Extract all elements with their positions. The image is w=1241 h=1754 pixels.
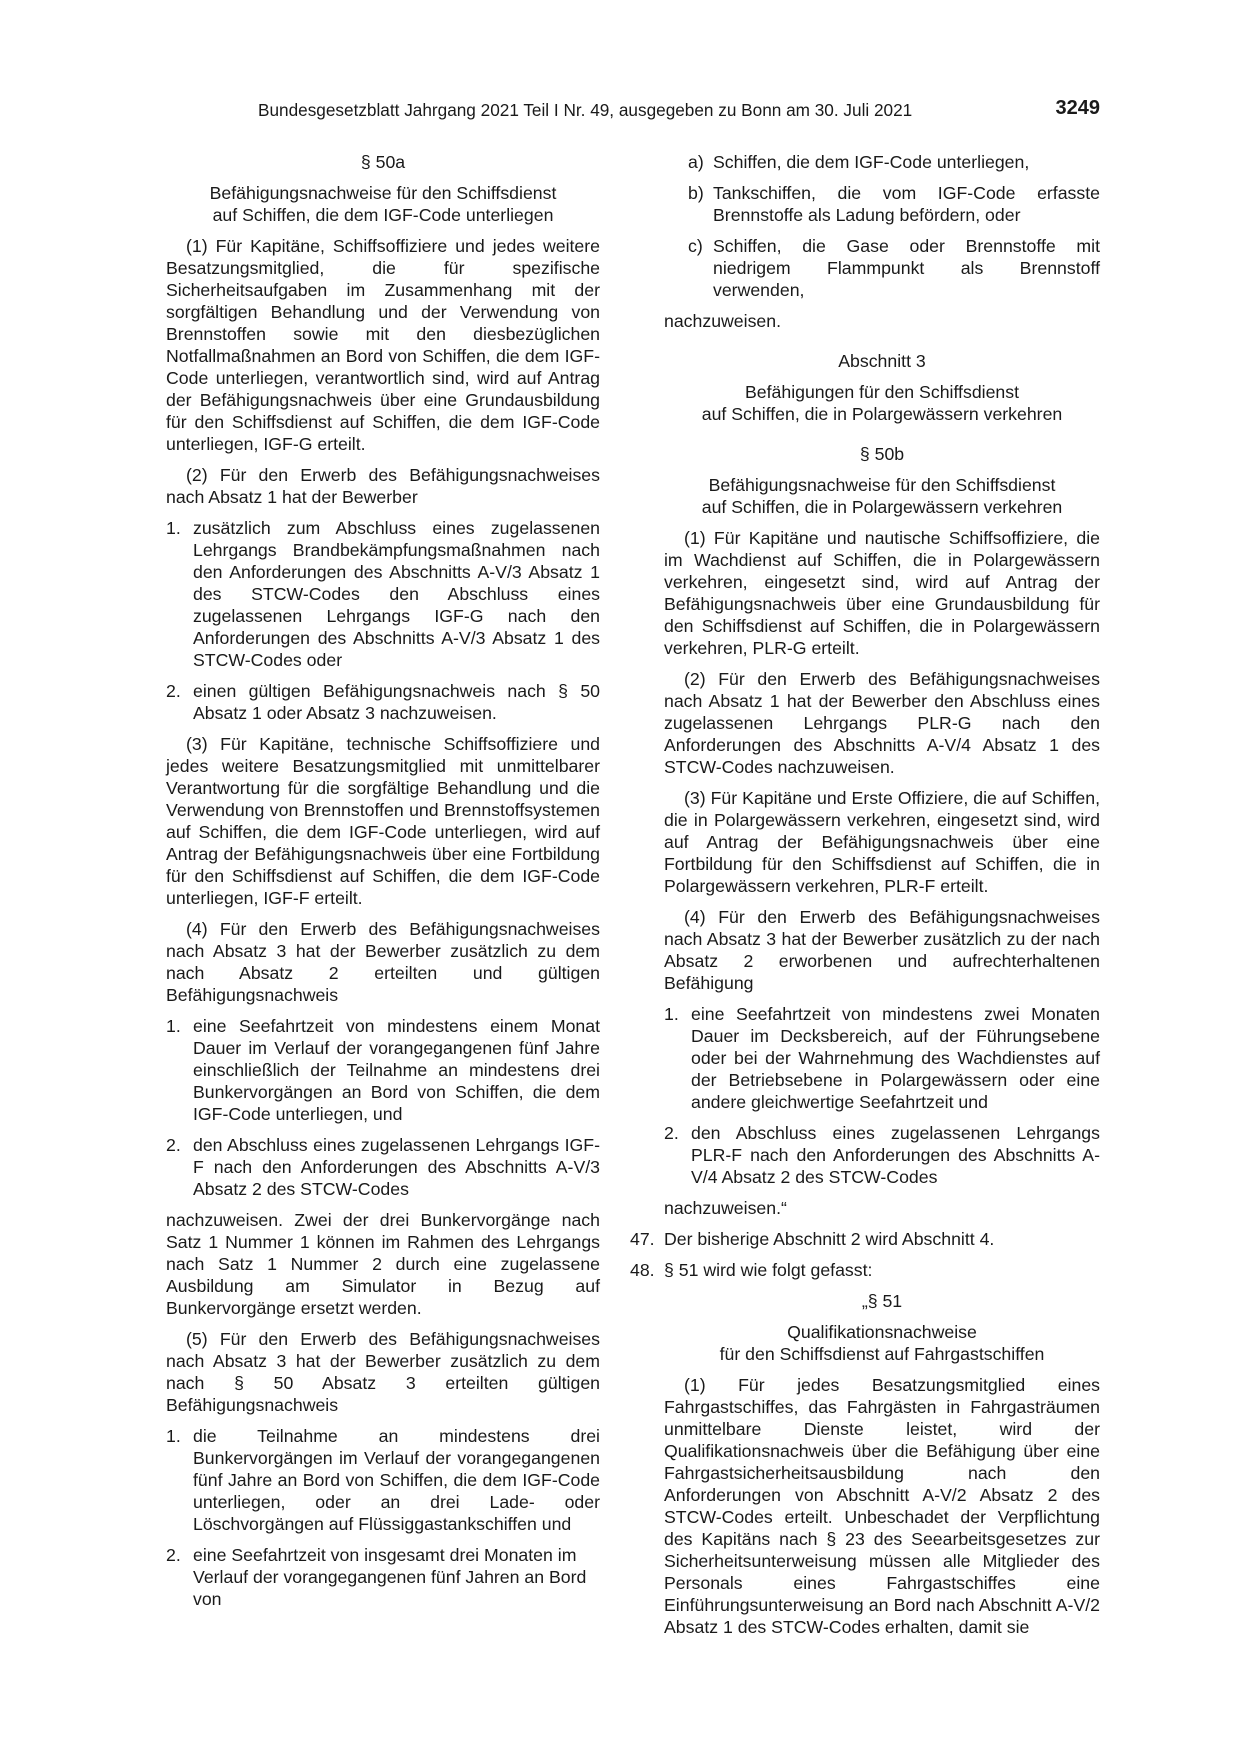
list-text: eine Seefahrtzeit von mindestens zwei Monaten Dauer im Decksbereich, auf der Führungsebene oder bei der Wahrnehmung des Wachdienstes auf der Betriebsebene in Polargewässern oder eine andere gleichwertige Seefahrtzeit und bbox=[691, 1004, 1100, 1112]
section-50a-number: § 50a bbox=[360, 152, 406, 172]
left-column bbox=[166, 151, 600, 1610]
section-51-heading-line2: für den Schiffsdienst auf Fahrgastschiffen bbox=[719, 1344, 1045, 1364]
abschnitt-3-heading: Abschnitt 3 bbox=[838, 351, 926, 371]
list-text: die Teilnahme an mindestens drei Bunkervorgängen im Verlauf der vorangegangenen fünf Jahre an Bord von Schiffen, die dem IGF-Code unterliegen, oder an drei Lade- oder Löschvorgängen auf Flüssiggastankschiffen und bbox=[193, 1426, 600, 1534]
amendment-text: Der bisherige Abschnitt 2 wird Abschnitt 4. bbox=[664, 1229, 995, 1249]
list-number: 1. bbox=[664, 1004, 679, 1024]
list-number: 2. bbox=[664, 1123, 679, 1143]
list-number: 2. bbox=[166, 681, 181, 701]
list-item bbox=[664, 182, 1100, 226]
paragraph-50b-2: (2) Für den Erwerb des Befähigungsnachweises nach Absatz 1 hat der Bewerber den Abschluss eines zugelassenen Lehrgangs PLR-G nach den Anforderungen des Abschnitts A-V/4 Absatz 1 des STCW-Codes nachzuweisen. bbox=[664, 669, 1100, 777]
paragraph-50a-3: (3) Für Kapitäne, technische Schiffsoffiziere und jedes weitere Besatzungsmitglied mit unmittelbarer Verantwortung für die sorgfältige Behandlung und die Verwendung von Brennstoffen und Brennstoffsystemen auf Schiffen, die dem IGF-Code unterliegen, wird auf Antrag der Befähigungsnachweis über eine Fortbildung für den Schiffsdienst auf Schiffen, die dem IGF-Code unterliegen, IGF-F erteilt. bbox=[166, 734, 600, 908]
list-item bbox=[166, 1134, 600, 1200]
list-number: 1. bbox=[166, 1016, 181, 1036]
list-text: eine Seefahrtzeit von insgesamt drei Monaten im Verlauf der vorangegangenen fünf Jahren an Bord von bbox=[193, 1545, 587, 1609]
paragraph-50a-4-tail: nachzuweisen. Zwei der drei Bunkervorgänge nach Satz 1 Nummer 1 können im Rahmen des Lehrgangs nach Satz 1 Nummer 2 durch eine zugelassene Ausbildung am Simulator in Bezug auf Bunkervorgänge ersetzt werden. bbox=[166, 1210, 600, 1318]
header-title: Bundesgesetzblatt Jahrgang 2021 Teil I Nr. 49, ausgegeben zu Bonn am 30. Juli 2021 bbox=[258, 100, 913, 120]
list-item bbox=[166, 680, 600, 724]
list-text: Schiffen, die dem IGF-Code unterliegen, bbox=[713, 152, 1030, 172]
list-item bbox=[664, 235, 1100, 301]
amendment-item-47 bbox=[630, 1228, 1100, 1250]
list-text: einen gültigen Befähigungsnachweis nach § 50 Absatz 1 oder Absatz 3 nachzuweisen. bbox=[193, 681, 600, 723]
section-50b-heading-line1: Befähigungsnachweise für den Schiffsdienst bbox=[708, 475, 1056, 495]
section-50a-heading-line2: auf Schiffen, die dem IGF-Code unterliegen bbox=[212, 205, 554, 225]
list-text: Schiffen, die Gase oder Brennstoffe mit niedrigem Flammpunkt als Brennstoff verwenden, bbox=[713, 236, 1100, 300]
list-item bbox=[664, 1003, 1100, 1113]
paragraph-51-1: (1) Für jedes Besatzungsmitglied eines Fahrgastschiffes, das Fahrgästen in Fahrgasträumen unmittelbare Dienste leistet, wird der Qualifikationsnachweis über die Befähigung über eine Fahrgastsicherheitsausbildung nach den Anforderungen von Abschnitt A-V/2 Absatz 2 des STCW-Codes erteilt. Unbeschadet der Verpflichtung des Kapitäns nach § 23 des Seearbeitsgesetzes zur Sicherheitsunterweisung müssen alle Mitglieder des Personals eines Fahrgastschiffes eine Einführungsunterweisung an Bord nach Abschnitt A-V/2 Absatz 1 des STCW-Codes erhalten, damit sie bbox=[664, 1375, 1100, 1637]
list-number: 2. bbox=[166, 1545, 181, 1565]
section-50b-number: § 50b bbox=[859, 444, 905, 464]
paragraph-50b-3: (3) Für Kapitäne und Erste Offiziere, die auf Schiffen, die in Polargewässern verkehren, eingesetzt sind, wird auf Antrag der Befähigungsnachweis über eine Fortbildung für den Schiffsdienst auf Schiffen, die in Polargewässern verkehren, PLR-F erteilt. bbox=[664, 788, 1100, 896]
amendment-text: § 51 wird wie folgt gefasst: bbox=[664, 1260, 873, 1280]
amendment-item-48 bbox=[630, 1259, 1100, 1281]
section-51-number: „§ 51 bbox=[861, 1291, 903, 1311]
section-50a-heading-line1: Befähigungsnachweise für den Schiffsdienst bbox=[209, 183, 557, 203]
amendment-number: 47. bbox=[630, 1229, 655, 1249]
list-item bbox=[664, 151, 1100, 173]
list-letter: b) bbox=[688, 183, 704, 203]
paragraph-50a-1: (1) Für Kapitäne, Schiffsoffiziere und jedes weitere Besatzungsmitglied, die für spezifische Sicherheitsaufgaben im Zusammenhang mit der sorgfältigen Behandlung und der Verwendung von Brennstoffen sowie mit den diesbezüglichen Notfallmaßnahmen an Bord von Schiffen, die dem IGF-Code unterliegen, verantwortlich sind, wird auf Antrag der Befähigungsnachweis über eine Grundausbildung für den Schiffsdienst auf Schiffen, die dem IGF-Code unterliegen, IGF-G erteilt. bbox=[166, 236, 600, 454]
list-number: 2. bbox=[166, 1135, 181, 1155]
alpha-list-tail: nachzuweisen. bbox=[664, 311, 782, 331]
list-text: den Abschluss eines zugelassenen Lehrgangs IGF-F nach den Anforderungen des Abschnitts A-V/3 Absatz 2 des STCW-Codes bbox=[193, 1135, 600, 1199]
paragraph-50a-5: (5) Für den Erwerb des Befähigungsnachweises nach Absatz 3 hat der Bewerber zusätzlich zu dem nach § 50 Absatz 3 erteilten gültigen Befähigungsnachweis bbox=[166, 1329, 600, 1415]
section-51-heading-line1: Qualifikationsnachweise bbox=[787, 1322, 977, 1342]
list-item bbox=[166, 1015, 600, 1125]
list-text: zusätzlich zum Abschluss eines zugelassenen Lehrgangs Brandbekämpfungsmaßnahmen nach den Anforderungen des Abschnitts A-V/3 Absatz 1 des STCW-Codes den Abschluss eines zugelassenen Lehrgangs IGF-G nach den Anforderungen des Abschnitts A-V/3 Absatz 1 des STCW-Codes oder bbox=[193, 518, 600, 670]
abschnitt-3-title-line1: Befähigungen für den Schiffsdienst bbox=[744, 382, 1020, 402]
paragraph-50b-4: (4) Für den Erwerb des Befähigungsnachweises nach Absatz 3 hat der Bewerber zusätzlich zu der nach Absatz 2 erworbenen und aufrechterhaltenen Befähigung bbox=[664, 907, 1100, 993]
list-number: 1. bbox=[166, 1426, 181, 1446]
list-letter: c) bbox=[688, 236, 703, 256]
amendment-number: 48. bbox=[630, 1260, 655, 1280]
paragraph-50a-4: (4) Für den Erwerb des Befähigungsnachweises nach Absatz 3 hat der Bewerber zusätzlich zu dem nach Absatz 2 erteilten und gültigen Befähigungsnachweis bbox=[166, 919, 600, 1005]
running-header bbox=[258, 97, 1100, 126]
list-text: eine Seefahrtzeit von mindestens einem Monat Dauer im Verlauf der vorangegangenen fünf Jahre einschließlich der Teilnahme an mindestens drei Bunkervorgängen an Bord von Schiffen, die dem IGF-Code unterliegen, und bbox=[193, 1016, 600, 1124]
list-letter: a) bbox=[688, 152, 704, 172]
paragraph-50b-4-tail: nachzuweisen.“ bbox=[664, 1198, 787, 1218]
abschnitt-3-title-line2: auf Schiffen, die in Polargewässern verkehren bbox=[701, 404, 1063, 424]
list-text: den Abschluss eines zugelassenen Lehrgangs PLR-F nach den Anforderungen des Abschnitts A-V/4 Absatz 2 des STCW-Codes bbox=[691, 1123, 1100, 1187]
right-column bbox=[630, 151, 1100, 1638]
list-item bbox=[664, 1122, 1100, 1188]
paragraph-50a-2: (2) Für den Erwerb des Befähigungsnachweises nach Absatz 1 hat der Bewerber bbox=[166, 465, 600, 507]
page-number: 3249 bbox=[1055, 97, 1100, 119]
list-item bbox=[166, 1544, 600, 1610]
paragraph-50b-1: (1) Für Kapitäne und nautische Schiffsoffiziere, die im Wachdienst auf Schiffen, die in Polargewässern verkehren, eingesetzt sind, wird auf Antrag der Befähigungsnachweis über eine Grundausbildung für den Schiffsdienst auf Schiffen, die in Polargewässern verkehren, PLR-G erteilt. bbox=[664, 528, 1100, 658]
list-item bbox=[166, 1425, 600, 1535]
section-50b-heading-line2: auf Schiffen, die in Polargewässern verkehren bbox=[701, 497, 1063, 517]
list-text: Tankschiffen, die vom IGF-Code erfasste Brennstoffe als Ladung befördern, oder bbox=[713, 183, 1100, 225]
list-item bbox=[166, 517, 600, 671]
list-number: 1. bbox=[166, 518, 181, 538]
